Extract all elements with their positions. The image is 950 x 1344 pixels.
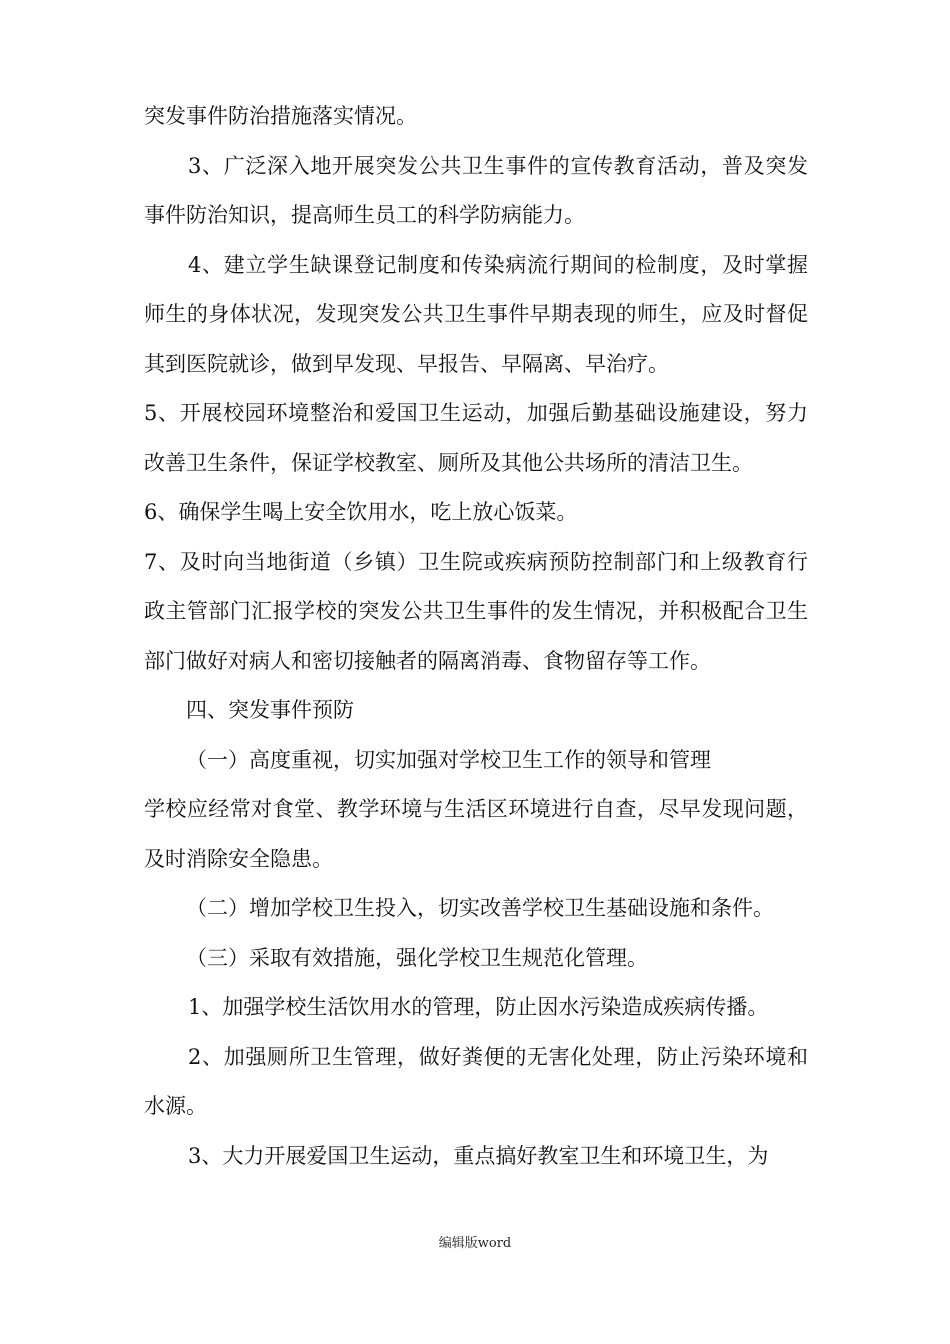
paragraph-item-7: 7、及时向当地街道（乡镇）卫生院或疾病预防控制部门和上级教育行政主管部门汇报学校的突发公共卫生事件的发生情况，并积极配合卫生部门做好对病人和密切接触者的隔离消毒、食物留存等工作。 xyxy=(144,549,808,673)
paragraph-measure-1: 1、加强学校生活饮用水的管理，防止因水污染造成疾病传播。 xyxy=(188,995,769,1019)
paragraph-measure-2: 2、加强厕所卫生管理，做好粪便的无害化处理，防止污染环境和水源。 xyxy=(144,1044,808,1118)
section-heading-prevention: 四、突发事件预防 xyxy=(186,698,354,722)
paragraph-item-4: 4、建立学生缺课登记制度和传染病流行期间的检制度，及时掌握师生的身体状况，发现突发公共卫生事件早期表现的师生，应及时督促其到医院就诊，做到早发现、早报告、早隔离、早治疗。 xyxy=(144,252,808,376)
subsection-heading-1: （一）高度重视，切实加强对学校卫生工作的领导和管理 xyxy=(186,747,711,772)
paragraph-item-5: 5、开展校园环境整治和爱国卫生运动，加强后勤基础设施建设，努力改善卫生条件，保证学校教室、厕所及其他公共场所的清洁卫生。 xyxy=(144,401,808,475)
paragraph-self-inspection: 学校应经常对食堂、教学环境与生活区环境进行自查，尽早发现问题，及时消除安全隐患。 xyxy=(144,797,808,871)
page-footer: 编辑版word xyxy=(438,1236,512,1251)
paragraph-continuation: 突发事件防治措施落实情况。 xyxy=(144,104,417,128)
document-body xyxy=(144,92,808,1181)
paragraph-measure-3: 3、大力开展爱国卫生运动，重点搞好教室卫生和环境卫生，为 xyxy=(188,1143,769,1168)
subsection-heading-3: （三）采取有效措施，强化学校卫生规范化管理。 xyxy=(186,945,648,970)
subsection-heading-2: （二）增加学校卫生投入，切实改善学校卫生基础设施和条件。 xyxy=(186,896,774,920)
paragraph-item-6: 6、确保学生喝上安全饮用水，吃上放心饭菜。 xyxy=(144,500,578,524)
paragraph-item-3: 3、广泛深入地开展突发公共卫生事件的宣传教育活动，普及突发事件防治知识，提高师生员工的科学防病能力。 xyxy=(144,153,808,227)
